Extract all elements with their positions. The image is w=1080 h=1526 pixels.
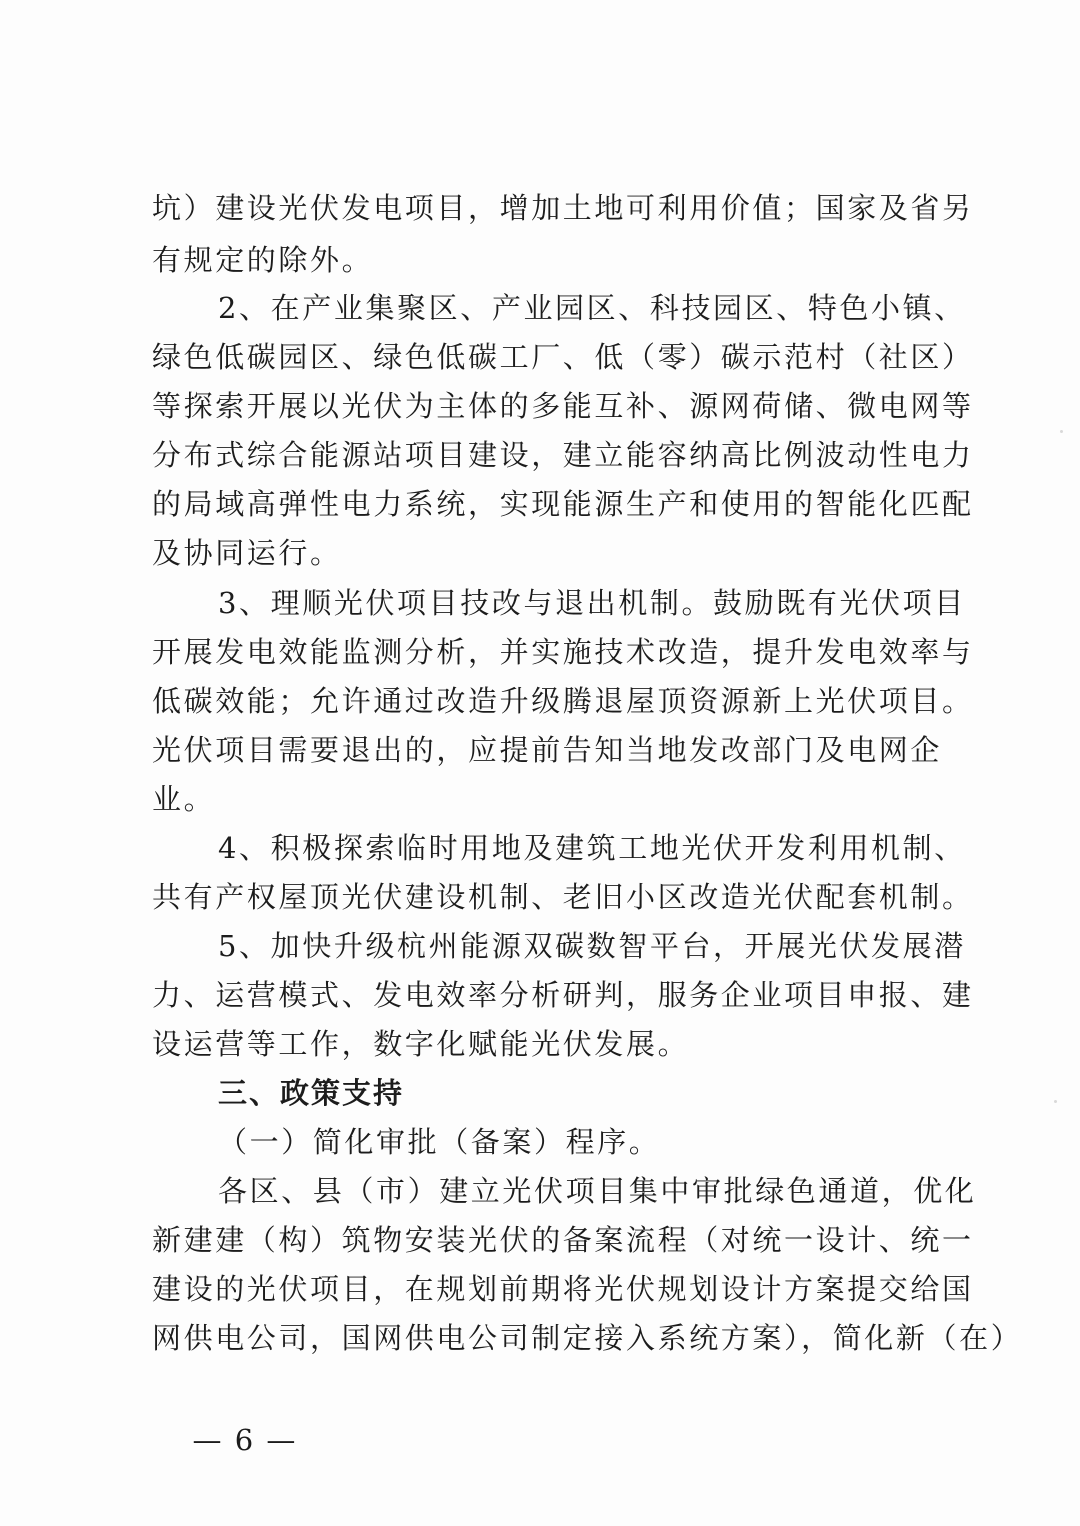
text-line: 设运营等工作，数字化赋能光伏发展。 [152,1027,690,1061]
text-line: 有规定的除外。 [152,243,374,277]
paragraph-start-line: 各区、县（市）建立光伏项目集中审批绿色通道，优化 [218,1174,977,1208]
page-number: — 6 — [192,1423,298,1457]
text-line: 建设的光伏项目，在规划前期将光伏规划设计方案提交给国 [152,1272,974,1306]
text-line: 网供电公司，国网供电公司制定接入系统方案），简化新（在） [152,1321,1023,1355]
text-line: 等探索开展以光伏为主体的多能互补、源网荷储、微电网等 [152,389,974,423]
text-line: 绿色低碳园区、绿色低碳工厂、低（零）碳示范村（社区） [152,340,974,374]
text-line: 分布式综合能源站项目建设，建立能容纳高比例波动性电力 [152,438,974,472]
section-heading: 三、政策支持 [218,1076,405,1110]
paragraph-start-line: 5、加快升级杭州能源双碳数智平台，开展光伏发展潜 [218,929,966,963]
text-line: 的局域高弹性电力系统，实现能源生产和使用的智能化匹配 [152,487,974,521]
paragraph-start-line: 4、积极探索临时用地及建筑工地光伏开发利用机制、 [218,831,966,865]
text-line: 共有产权屋顶光伏建设机制、老旧小区改造光伏配套机制。 [152,880,974,914]
scan-speck [1060,430,1063,433]
paragraph-start-line: 3、理顺光伏项目技改与退出机制。鼓励既有光伏项目 [218,586,966,620]
text-line: 开展发电效能监测分析，并实施技术改造，提升发电效率与 [152,635,974,669]
text-line: 业。 [152,782,216,816]
text-line: 力、运营模式、发电效率分析研判，服务企业项目申报、建 [152,978,974,1012]
subsection-heading: （一）简化审批（备案）程序。 [218,1125,661,1159]
text-line: 光伏项目需要退出的，应提前告知当地发改部门及电网企 [152,733,943,767]
text-line: 及协同运行。 [152,536,342,570]
text-line: 新建建（构）筑物安装光伏的备案流程（对统一设计、统一 [152,1223,974,1257]
text-line: 低碳效能；允许通过改造升级腾退屋顶资源新上光伏项目。 [152,684,974,718]
text-line: 坑）建设光伏发电项目，增加土地可利用价值；国家及省另 [152,191,974,225]
paragraph-start-line: 2、在产业集聚区、产业园区、科技园区、特色小镇、 [218,291,966,325]
scan-speck [1054,1100,1057,1103]
